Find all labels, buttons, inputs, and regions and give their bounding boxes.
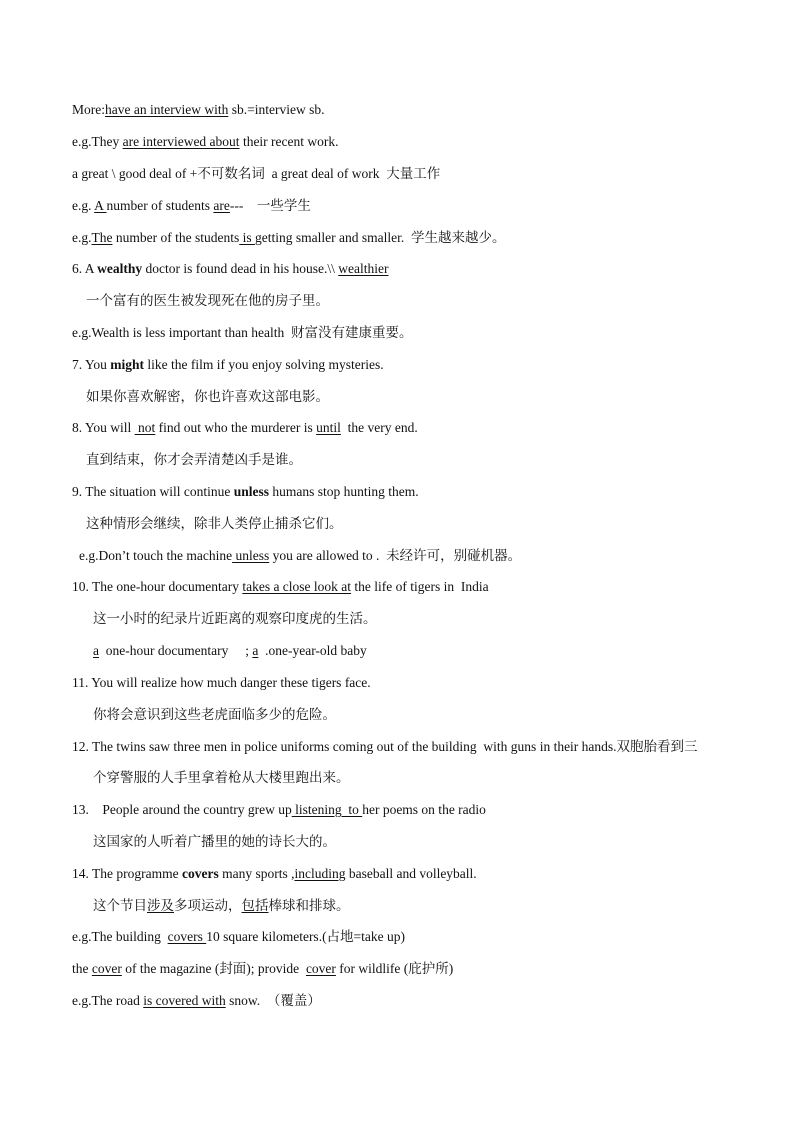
text-segment: 这个节目 (93, 898, 147, 913)
text-segment: listening to (291, 802, 363, 817)
text-segment: one-hour documentary ; (99, 643, 253, 658)
text-segment: wealthy (97, 261, 143, 276)
text-segment: 这国家的人听着广播里的她的诗长大的。 (93, 834, 336, 849)
text-segment: 包括 (241, 898, 269, 913)
text-segment: 8. You will (72, 420, 135, 435)
line-item-6 (72, 260, 388, 278)
text-segment: e.g.The building (72, 929, 168, 944)
line-example-wealth (72, 324, 413, 342)
line-item-8 (72, 419, 418, 437)
text-segment: takes a close look at (242, 579, 352, 594)
line-item-13 (72, 801, 486, 819)
text-segment: are interviewed about (122, 134, 240, 149)
text-segment: you are allowed to . 未经许可，别碰机器。 (269, 548, 522, 563)
text-segment: unless (232, 548, 270, 563)
text-segment: e.g.Wealth is less important than health 财富没有建康重要。 (72, 325, 413, 340)
text-segment: their recent work. (239, 134, 339, 149)
text-segment: 个穿警服的人手里拿着枪从大楼里跑出来。 (93, 770, 350, 785)
line-item-9-translation (86, 515, 343, 533)
line-item-6-translation (86, 292, 329, 310)
text-segment: e.g. (72, 198, 95, 213)
text-segment: .one-year-old baby (258, 643, 367, 658)
text-segment: are (213, 198, 230, 213)
text-segment: 13. People around the country grew up (72, 802, 292, 817)
line-example-covers (72, 928, 405, 946)
line-a-number-of (72, 197, 311, 215)
text-segment: a (252, 643, 259, 658)
text-segment: The (91, 230, 113, 245)
text-segment: the life of tigers in India (351, 579, 489, 594)
text-segment: e.g.The road (72, 993, 144, 1008)
text-segment: covers (181, 866, 219, 881)
text-segment: 11. You will realize how much danger these tigers face. (72, 675, 371, 690)
line-item-12-continued (93, 769, 350, 787)
text-segment: --- 一些学生 (229, 198, 311, 213)
line-item-10 (72, 578, 489, 596)
text-segment: 14. The programme (72, 866, 182, 881)
text-segment: A (94, 198, 107, 213)
text-segment: wealthier (338, 261, 389, 276)
text-segment: 你将会意识到这些老虎面临多少的危险。 (93, 707, 336, 722)
line-item-11-translation (93, 706, 336, 724)
line-item-8-translation (86, 451, 302, 469)
text-segment: is covered with (143, 993, 226, 1008)
text-segment: including (294, 866, 346, 881)
text-segment: the (72, 961, 92, 976)
text-segment: 9. The situation will continue (72, 484, 234, 499)
text-segment: 10. The one-hour documentary (72, 579, 243, 594)
text-segment: 这种情形会继续，除非人类停止捕杀它们。 (86, 516, 343, 531)
line-example-covered-with (72, 992, 321, 1010)
line-item-12 (72, 738, 698, 756)
text-segment: snow. （覆盖） (225, 993, 321, 1008)
text-segment: cover (91, 961, 122, 976)
text-segment: for wildlife (庇护所) (335, 961, 454, 976)
text-segment: humans stop hunting them. (269, 484, 419, 499)
text-segment: doctor is found dead in his house.\\ (142, 261, 339, 276)
line-item-13-translation (93, 833, 336, 851)
text-segment: e.g. (72, 230, 92, 245)
text-segment: might (110, 357, 145, 372)
line-item-9 (72, 483, 419, 501)
text-segment: of the magazine (封面); provide (121, 961, 306, 976)
text-segment: many sports , (218, 866, 295, 881)
text-segment: find out who the murderer is (155, 420, 317, 435)
text-segment: 如果你喜欢解密，你也许喜欢这部电影。 (86, 389, 329, 404)
text-segment: number of the students (112, 230, 240, 245)
line-item-11 (72, 674, 371, 692)
text-segment: sb.=interview sb. (228, 102, 325, 117)
text-segment: her poems on the radio (362, 802, 486, 817)
text-segment: 7. You (72, 357, 111, 372)
line-item-14-translation (93, 897, 350, 915)
text-segment: is (239, 230, 255, 245)
text-segment: cover (305, 961, 336, 976)
text-segment: e.g.Don’t touch the machine (79, 548, 233, 563)
text-segment: 直到结束，你才会弄清楚凶手是谁。 (86, 452, 302, 467)
text-segment: 10 square kilometers.(占地=take up) (206, 929, 406, 944)
text-segment: unless (233, 484, 270, 499)
text-segment: the very end. (340, 420, 418, 435)
line-the-number-of (72, 229, 505, 247)
text-segment: 棒球和排球。 (268, 898, 350, 913)
text-segment: 12. The twins saw three men in police uniforms coming out of the building with guns in their hands.双胞胎看到三 (72, 739, 698, 754)
text-segment: baseball and volleyball. (345, 866, 477, 881)
text-segment: 一个富有的医生被发现死在他的房子里。 (86, 293, 329, 308)
line-item-10-translation (93, 610, 377, 628)
text-segment: until (316, 420, 341, 435)
text-segment: 6. A (72, 261, 98, 276)
line-item-14 (72, 865, 477, 883)
line-item-7 (72, 356, 384, 374)
line-cover-noun (72, 960, 453, 978)
text-segment: have an interview with (105, 102, 229, 117)
text-segment: 涉及 (147, 898, 174, 913)
text-segment: More: (72, 102, 105, 117)
line-item-10-articles (93, 642, 367, 660)
line-item-7-translation (86, 388, 329, 406)
line-more-interview (72, 101, 324, 119)
text-segment: covers (167, 929, 207, 944)
line-great-deal (72, 165, 440, 183)
text-segment: not (134, 420, 156, 435)
line-example-unless (79, 547, 521, 565)
text-segment: a great \ good deal of +不可数名词 a great deal of work 大量工作 (72, 166, 441, 181)
text-segment: a (93, 643, 99, 658)
text-segment: number of students (106, 198, 214, 213)
text-segment: 多项运动， (174, 898, 242, 913)
text-segment: like the film if you enjoy solving mysteries. (144, 357, 384, 372)
text-segment: e.g.They (72, 134, 123, 149)
text-segment: 这一小时的纪录片近距离的观察印度虎的生活。 (93, 611, 377, 626)
line-example-interviewed (72, 133, 339, 151)
text-segment: getting smaller and smaller. 学生越来越少。 (255, 230, 506, 245)
